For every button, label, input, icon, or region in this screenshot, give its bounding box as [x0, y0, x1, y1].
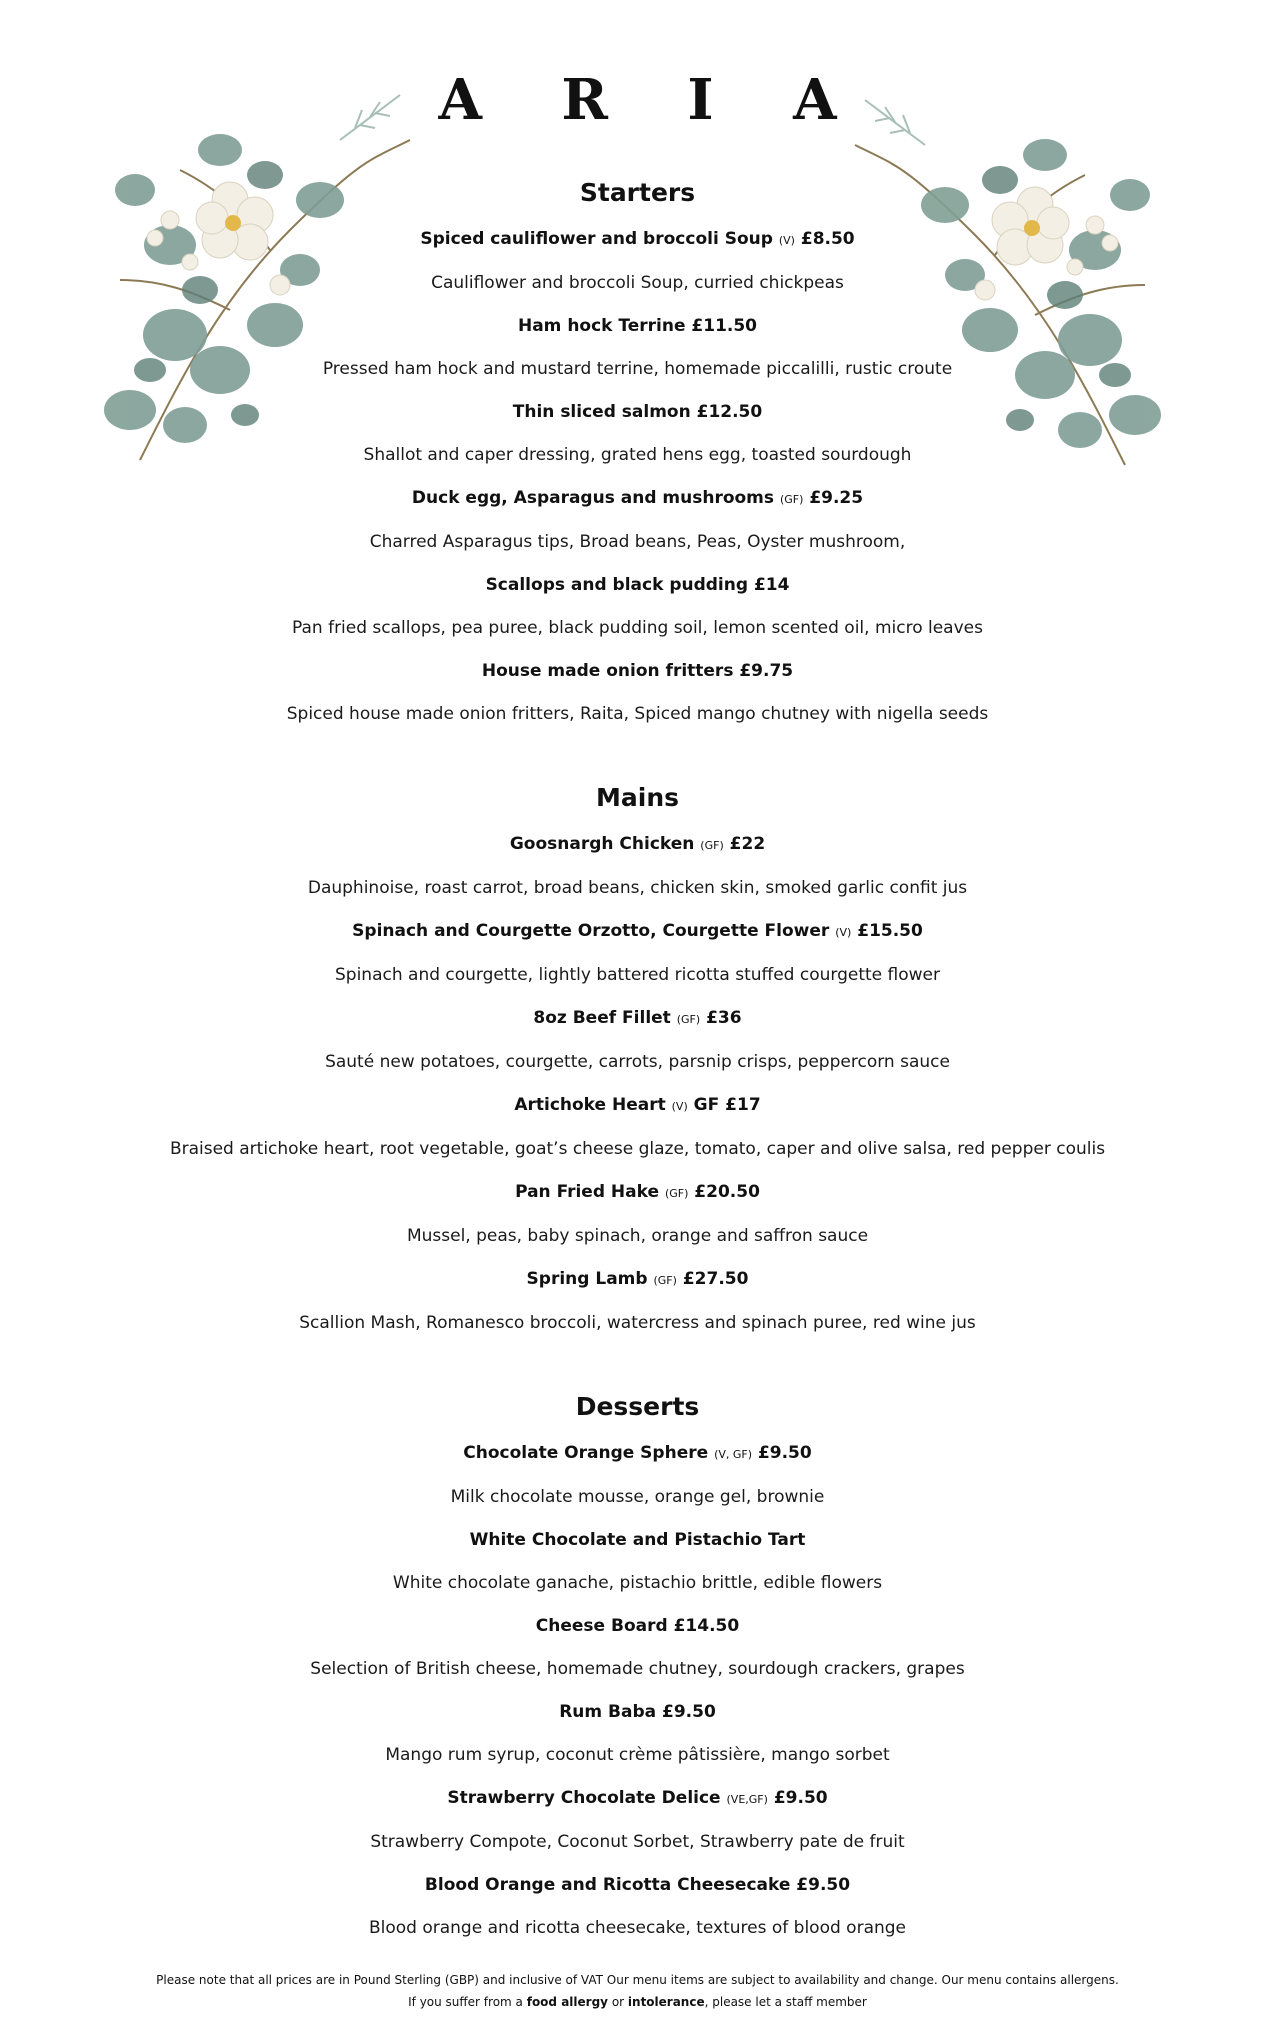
menu-item	[60, 1258, 1215, 1345]
menu-item	[60, 1084, 1215, 1171]
menu-item	[60, 564, 1215, 650]
section-desserts	[60, 1382, 1215, 1950]
dietary-tag: (GF)	[676, 1013, 701, 1026]
dietary-tag: (GF)	[700, 839, 724, 852]
item-price: £20.50	[694, 1182, 760, 1202]
menu-item	[60, 391, 1215, 477]
item-price: £9.50	[757, 1443, 812, 1463]
menu-item	[60, 910, 1215, 997]
item-price: £9.50	[773, 1788, 828, 1808]
menu-item	[60, 1171, 1215, 1258]
item-description: Strawberry Compote, Coconut Sorbet, Strawberry pate de fruit	[370, 1832, 905, 1852]
item-name: Duck egg, Asparagus and mushrooms (GF) £9.25	[411, 488, 864, 508]
item-name: Spring Lamb (GF) £27.50	[526, 1269, 749, 1289]
dietary-tag: (V)	[835, 926, 852, 939]
section-spacer	[60, 736, 1215, 773]
item-price: £27.50	[682, 1269, 749, 1289]
item-name: Scallops and black pudding £14	[485, 575, 790, 595]
item-name: Ham hock Terrine £11.50	[517, 316, 758, 336]
item-description: Pressed ham hock and mustard terrine, homemade piccalilli, rustic croute	[322, 359, 953, 379]
item-price: £36	[706, 1008, 742, 1028]
footer-line-prices: Please note that all prices are in Pound Sterling (GBP) and inclusive of VAT Our menu items are subject to availability and change. Our menu contains allergens.	[156, 1973, 1119, 1987]
menu-item	[60, 1691, 1215, 1777]
dietary-tag: (V)	[778, 234, 795, 247]
item-description: White chocolate ganache, pistachio brittle, edible flowers	[392, 1573, 883, 1593]
menu-item	[60, 305, 1215, 391]
section-spacer	[60, 1345, 1215, 1382]
item-name: Spinach and Courgette Orzotto, Courgette Flower (V) £15.50	[352, 921, 923, 941]
item-price: £22	[729, 834, 766, 854]
section-title: Starters	[579, 178, 696, 207]
item-description: Selection of British cheese, homemade chutney, sourdough crackers, grapes	[310, 1659, 965, 1679]
menu-item	[60, 997, 1215, 1084]
item-name: Goosnargh Chicken (GF) £22	[509, 834, 766, 854]
menu-item	[60, 1777, 1215, 1864]
item-name: White Chocolate and Pistachio Tart	[469, 1530, 806, 1550]
menu-item	[60, 650, 1215, 736]
dietary-tag: (V, GF)	[714, 1448, 753, 1461]
section-title: Mains	[596, 783, 679, 812]
item-name: Rum Baba £9.50	[559, 1702, 716, 1722]
item-name: House made onion fritters £9.75	[481, 661, 794, 681]
item-description: Mussel, peas, baby spinach, orange and saffron sauce	[406, 1226, 869, 1246]
menu-item	[60, 1519, 1215, 1605]
dietary-tag: (GF)	[779, 493, 804, 506]
dietary-tag: (V)	[671, 1100, 688, 1113]
item-description: Mango rum syrup, coconut crème pâtissière, mango sorbet	[385, 1745, 890, 1765]
item-name: Blood Orange and Ricotta Cheesecake £9.50	[424, 1875, 851, 1895]
dietary-tag: (VE,GF)	[726, 1793, 768, 1806]
item-price: GF £17	[693, 1095, 761, 1115]
menu-item	[60, 218, 1215, 305]
item-description: Sauté new potatoes, courgette, carrots, parsnip crisps, peppercorn sauce	[325, 1052, 950, 1072]
footer-line-allergy: If you suffer from a food allergy or intolerance, please let a staff member	[408, 1995, 867, 2009]
menu-item	[60, 1605, 1215, 1691]
item-price: £8.50	[800, 229, 855, 249]
item-name: Pan Fried Hake (GF) £20.50	[515, 1182, 760, 1202]
item-name: 8oz Beef Fillet (GF) £36	[533, 1008, 742, 1028]
dietary-tag: (GF)	[653, 1274, 677, 1287]
item-name: Spiced cauliflower and broccoli Soup (V) £8.50	[420, 229, 855, 249]
item-description: Scallion Mash, Romanesco broccoli, watercress and spinach puree, red wine jus	[299, 1313, 976, 1333]
item-name: Thin sliced salmon £12.50	[512, 402, 763, 422]
item-price: £9.25	[809, 488, 864, 508]
menu-item	[60, 477, 1215, 564]
menu-item	[60, 1864, 1215, 1950]
section-title: Desserts	[575, 1392, 700, 1421]
dietary-tag: (GF)	[664, 1187, 689, 1200]
section-starters	[60, 168, 1215, 736]
section-mains	[60, 773, 1215, 1345]
item-name: Strawberry Chocolate Delice (VE,GF) £9.50	[447, 1788, 828, 1808]
item-description: Spiced house made onion fritters, Raita, Spiced mango chutney with nigella seeds	[286, 704, 989, 724]
item-price: £15.50	[857, 921, 923, 941]
item-name: Artichoke Heart (V) GF £17	[514, 1095, 761, 1115]
item-description: Charred Asparagus tips, Broad beans, Peas, Oyster mushroom,	[369, 532, 906, 552]
item-name: Chocolate Orange Sphere (V, GF) £9.50	[463, 1443, 812, 1463]
item-description: Pan fried scallops, pea puree, black pudding soil, lemon scented oil, micro leaves	[292, 618, 983, 638]
menu-item	[60, 1432, 1215, 1519]
item-description: Cauliflower and broccoli Soup, curried chickpeas	[431, 273, 844, 293]
item-description: Dauphinoise, roast carrot, broad beans, chicken skin, smoked garlic confit jus	[307, 878, 968, 898]
item-description: Shallot and caper dressing, grated hens egg, toasted sourdough	[363, 445, 912, 465]
menu-content	[60, 168, 1215, 1950]
item-description: Milk chocolate mousse, orange gel, brownie	[450, 1487, 825, 1507]
item-name: Cheese Board £14.50	[535, 1616, 740, 1636]
allergen-notice	[0, 1969, 1275, 2013]
item-description: Braised artichoke heart, root vegetable, goat’s cheese glaze, tomato, caper and olive salsa, red pepper coulis	[169, 1139, 1106, 1159]
item-description: Spinach and courgette, lightly battered ricotta stuffed courgette flower	[335, 965, 940, 985]
item-description: Blood orange and ricotta cheesecake, textures of blood orange	[368, 1918, 907, 1938]
brand-logo-text: A R I A	[438, 67, 867, 133]
menu-item	[60, 823, 1215, 910]
